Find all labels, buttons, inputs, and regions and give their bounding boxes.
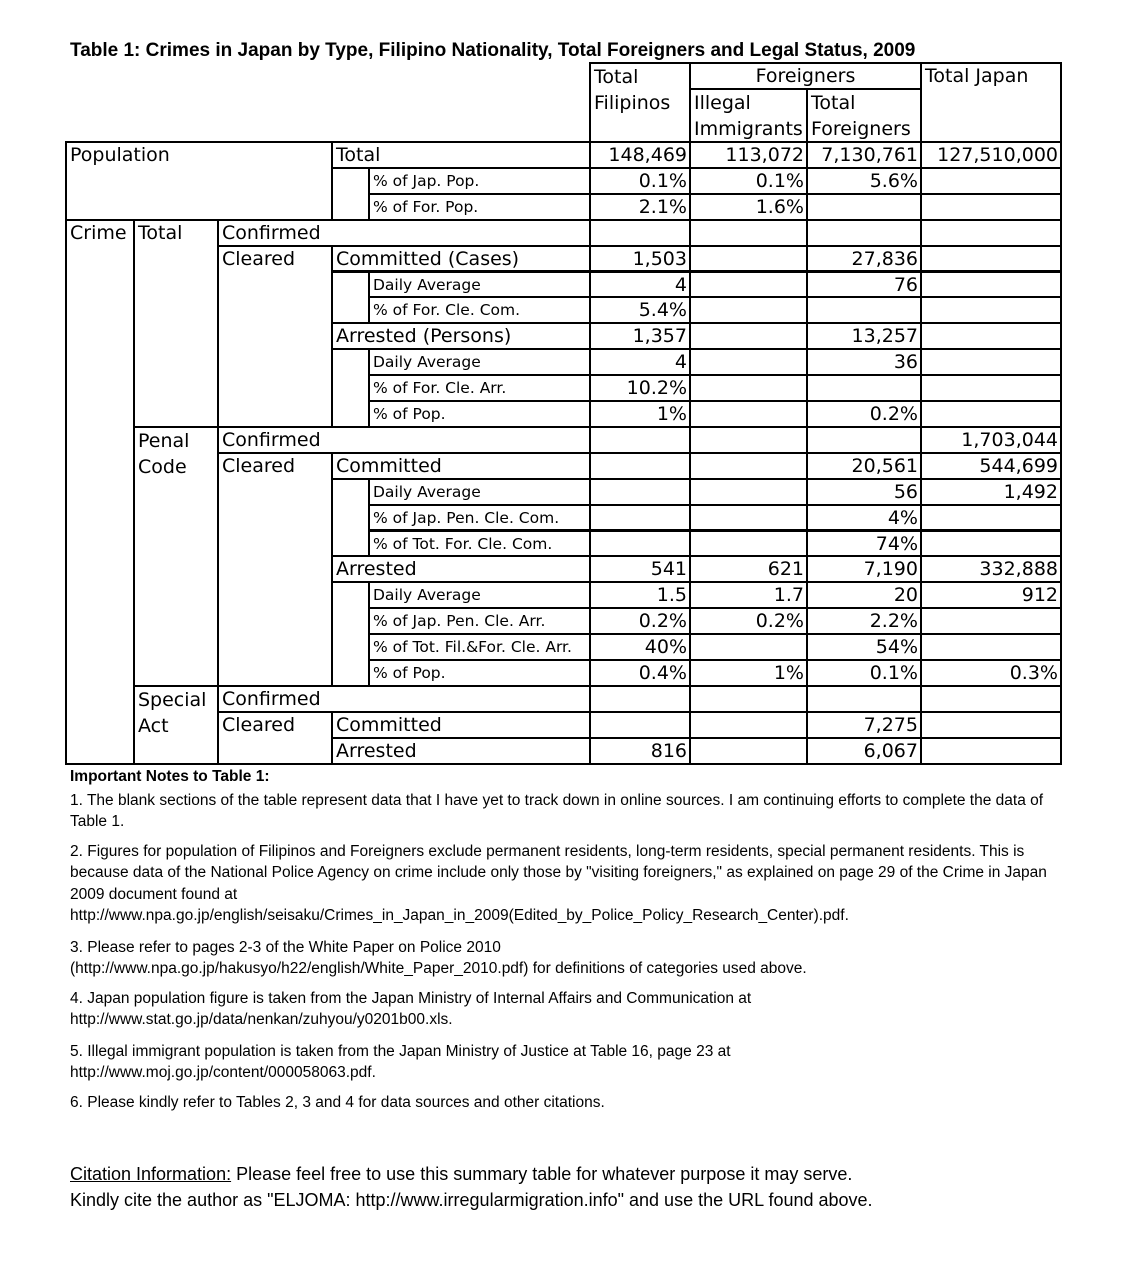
cell-special-committed-jap bbox=[920, 711, 1062, 739]
cell-total-committed-for: 27,836 bbox=[806, 245, 922, 273]
cell-pct-for-cle-arr-fil: 10.2% bbox=[589, 374, 691, 402]
cell-pct-jap-pen-cle-com-ill bbox=[689, 504, 808, 532]
cell-total-arrested-daily-fil: 4 bbox=[589, 348, 691, 376]
label-penal-committed: Committed bbox=[331, 452, 591, 480]
label-special-confirmed: Confirmed bbox=[217, 685, 591, 713]
citation-block bbox=[70, 1161, 1110, 1213]
cell-pop-total-ill: 113,072 bbox=[689, 141, 808, 169]
cell-penal-committed-for: 20,561 bbox=[806, 452, 922, 480]
cell-penal-pct-pop-for: 0.1% bbox=[806, 659, 922, 687]
cell-special-arrested-for: 6,067 bbox=[806, 737, 922, 765]
header-total-filipinos: Total Filipinos bbox=[589, 62, 691, 143]
label-special-arrested: Arrested bbox=[331, 737, 591, 765]
cell-pop-total-fil: 148,469 bbox=[589, 141, 691, 169]
note-2: 2. Figures for population of Filipinos and Foreigners exclude permanent residents, long-term residents, special permanent residents. This is because data of the National Police Agency on crime include only those by "visiting foreigners," as explained on page 29 of the Crime in Japan 2009 document found at http://www.npa.go.jp/english/seisaku/Crimes_in_Japan_in_2009(Edited_by_Police_Policy_Research_Center).pdf. bbox=[70, 842, 1047, 924]
cell-pct-for-cle-arr-jap bbox=[920, 374, 1062, 402]
cell-special-committed-for: 7,275 bbox=[806, 711, 922, 739]
label-penal-confirmed: Confirmed bbox=[217, 426, 591, 454]
cell-special-arrested-jap bbox=[920, 737, 1062, 765]
cell-penal-committed-daily-jap: 1,492 bbox=[920, 478, 1062, 506]
cell-penal-confirmed-jap: 1,703,044 bbox=[920, 426, 1062, 454]
label-total-arrested-daily: Daily Average bbox=[368, 348, 591, 376]
page-title: Table 1: Crimes in Japan by Type, Filipino Nationality, Total Foreigners and Legal Status, 2009 bbox=[70, 40, 916, 61]
label-penal-arrested: Arrested bbox=[331, 555, 591, 583]
cell-pct-for-cle-arr-ill bbox=[689, 374, 808, 402]
cell-total-arrested-ill bbox=[689, 322, 808, 350]
cell-total-confirmed-jap bbox=[920, 219, 1062, 247]
cell-pct-tot-for-cle-com-for: 74% bbox=[806, 530, 922, 558]
cell-total-pct-pop-ill bbox=[689, 400, 808, 428]
cell-special-committed-ill bbox=[689, 711, 808, 739]
cell-total-committed-daily-fil: 4 bbox=[589, 271, 691, 299]
cell-penal-arrested-daily-fil: 1.5 bbox=[589, 581, 691, 609]
label-total-cleared: Cleared bbox=[217, 245, 333, 428]
cell-total-arrested-daily-for: 36 bbox=[806, 348, 922, 376]
label-total-committed-daily: Daily Average bbox=[368, 271, 591, 299]
label-pct-for-pop: % of For. Pop. bbox=[368, 193, 591, 221]
cell-pct-jap-pen-cle-arr-jap bbox=[920, 607, 1062, 635]
cell-pct-for-cle-com-for bbox=[806, 296, 922, 324]
cell-pct-jap-pop-ill: 0.1% bbox=[689, 167, 808, 195]
cell-total-committed-ill bbox=[689, 245, 808, 273]
note-4: 4. Japan population figure is taken from the Japan Ministry of Internal Affairs and Communication at http://www.stat.go.jp/data/nenkan/zuhyou/y0201b00.xls. bbox=[70, 989, 752, 1028]
cell-total-arrested-daily-jap bbox=[920, 348, 1062, 376]
notes-section bbox=[70, 766, 1070, 1113]
cell-special-committed-fil bbox=[589, 711, 691, 739]
cell-pct-jap-pen-cle-com-fil bbox=[589, 504, 691, 532]
cell-pct-for-pop-jap bbox=[920, 193, 1062, 221]
cell-pct-tot-filfor-cle-arr-jap bbox=[920, 633, 1062, 661]
cell-total-pct-pop-fil: 1% bbox=[589, 400, 691, 428]
cell-pct-for-cle-com-ill bbox=[689, 296, 808, 324]
label-crime-total: Total bbox=[133, 219, 219, 428]
cell-pop-total-jap: 127,510,000 bbox=[920, 141, 1062, 169]
cell-pct-jap-pop-for: 5.6% bbox=[806, 167, 922, 195]
cell-penal-committed-daily-fil bbox=[589, 478, 691, 506]
cell-penal-pct-pop-fil: 0.4% bbox=[589, 659, 691, 687]
cell-special-confirmed-ill bbox=[689, 685, 808, 713]
cell-total-arrested-for: 13,257 bbox=[806, 322, 922, 350]
label-total-pct-pop: % of Pop. bbox=[368, 400, 591, 428]
cell-pct-tot-for-cle-com-ill bbox=[689, 530, 808, 558]
label-pct-tot-filfor-cle-arr: % of Tot. Fil.&For. Cle. Arr. bbox=[368, 633, 591, 661]
cell-pct-tot-filfor-cle-arr-ill bbox=[689, 633, 808, 661]
label-penal-pct-pop: % of Pop. bbox=[368, 659, 591, 687]
cell-total-confirmed-ill bbox=[689, 219, 808, 247]
label-crime: Crime bbox=[65, 219, 135, 765]
cell-total-arrested-jap bbox=[920, 322, 1062, 350]
label-population: Population bbox=[65, 141, 333, 221]
cell-pct-for-pop-ill: 1.6% bbox=[689, 193, 808, 221]
note-6: 6. Please kindly refer to Tables 2, 3 and 4 for data sources and other citations. bbox=[70, 1093, 605, 1111]
cell-penal-committed-jap: 544,699 bbox=[920, 452, 1062, 480]
header-total-japan: Total Japan bbox=[920, 62, 1062, 143]
label-pct-jap-pen-cle-arr: % of Jap. Pen. Cle. Arr. bbox=[368, 607, 591, 635]
cell-pct-for-cle-com-fil: 5.4% bbox=[589, 296, 691, 324]
cell-total-committed-fil: 1,503 bbox=[589, 245, 691, 273]
cell-pct-jap-pen-cle-arr-fil: 0.2% bbox=[589, 607, 691, 635]
cell-pct-for-pop-for bbox=[806, 193, 922, 221]
header-total-foreigners: Total Foreigners bbox=[806, 88, 922, 143]
note-1: 1. The blank sections of the table represent data that I have yet to track down in online sources. I am continuing efforts to complete the data of Table 1. bbox=[70, 791, 1044, 830]
cell-pop-total-for: 7,130,761 bbox=[806, 141, 922, 169]
label-penal-arrested-indent bbox=[331, 581, 370, 687]
cell-special-confirmed-for bbox=[806, 685, 922, 713]
cell-penal-arrested-daily-jap: 912 bbox=[920, 581, 1062, 609]
label-pct-for-cle-com: % of For. Cle. Com. bbox=[368, 296, 591, 324]
cell-penal-arrested-ill: 621 bbox=[689, 555, 808, 583]
cell-special-arrested-fil: 816 bbox=[589, 737, 691, 765]
label-pct-for-cle-arr: % of For. Cle. Arr. bbox=[368, 374, 591, 402]
note-3: 3. Please refer to pages 2-3 of the White Paper on Police 2010 (http://www.npa.go.jp/hakusyo/h22/english/White_Paper_2010.pdf) for definitions of categories used above. bbox=[70, 938, 807, 977]
cell-pct-jap-pen-cle-arr-ill: 0.2% bbox=[689, 607, 808, 635]
cell-pct-tot-for-cle-com-jap bbox=[920, 530, 1062, 558]
cell-total-confirmed-for bbox=[806, 219, 922, 247]
label-special-cleared: Cleared bbox=[217, 711, 333, 765]
cell-total-pct-pop-jap bbox=[920, 400, 1062, 428]
note-5: 5. Illegal immigrant population is taken from the Japan Ministry of Justice at Table 16, page 23 at http://www.moj.go.jp/content/000058063.pdf. bbox=[70, 1042, 731, 1081]
label-special-committed: Committed bbox=[331, 711, 591, 739]
label-penal-code: Penal Code bbox=[133, 426, 219, 687]
cell-total-pct-pop-for: 0.2% bbox=[806, 400, 922, 428]
cell-total-confirmed-fil bbox=[589, 219, 691, 247]
cell-penal-arrested-for: 7,190 bbox=[806, 555, 922, 583]
cell-penal-committed-daily-ill bbox=[689, 478, 808, 506]
cell-total-arrested-daily-ill bbox=[689, 348, 808, 376]
citation-line-1 bbox=[70, 1161, 1110, 1187]
label-pct-jap-pop: % of Jap. Pop. bbox=[368, 167, 591, 195]
cell-penal-confirmed-fil bbox=[589, 426, 691, 454]
label-pct-tot-for-cle-com: % of Tot. For. Cle. Com. bbox=[368, 530, 591, 558]
cell-pct-jap-pen-cle-com-jap bbox=[920, 504, 1062, 532]
cell-total-committed-daily-for: 76 bbox=[806, 271, 922, 299]
citation-text-1: Please feel free to use this summary table for whatever purpose it may serve. bbox=[231, 1164, 853, 1184]
cell-pct-tot-filfor-cle-arr-fil: 40% bbox=[589, 633, 691, 661]
cell-pct-for-cle-com-jap bbox=[920, 296, 1062, 324]
cell-pct-for-cle-arr-for bbox=[806, 374, 922, 402]
header-foreigners: Foreigners bbox=[689, 62, 922, 90]
cell-total-committed-jap bbox=[920, 245, 1062, 273]
cell-penal-confirmed-ill bbox=[689, 426, 808, 454]
cell-pct-jap-pen-cle-com-for: 4% bbox=[806, 504, 922, 532]
label-penal-cleared: Cleared bbox=[217, 452, 333, 687]
cell-penal-committed-daily-for: 56 bbox=[806, 478, 922, 506]
cell-pct-for-pop-fil: 2.1% bbox=[589, 193, 691, 221]
cell-pct-jap-pop-fil: 0.1% bbox=[589, 167, 691, 195]
label-total-committed: Committed (Cases) bbox=[331, 245, 591, 273]
cell-penal-pct-pop-ill: 1% bbox=[689, 659, 808, 687]
cell-penal-confirmed-for bbox=[806, 426, 922, 454]
label-pop-indent bbox=[331, 167, 370, 221]
label-pct-jap-pen-cle-com: % of Jap. Pen. Cle. Com. bbox=[368, 504, 591, 532]
cell-total-arrested-fil: 1,357 bbox=[589, 322, 691, 350]
cell-penal-arrested-daily-for: 20 bbox=[806, 581, 922, 609]
cell-penal-pct-pop-jap: 0.3% bbox=[920, 659, 1062, 687]
cell-penal-arrested-fil: 541 bbox=[589, 555, 691, 583]
header-illegal-immigrants: Illegal Immigrants bbox=[689, 88, 808, 143]
cell-special-confirmed-jap bbox=[920, 685, 1062, 713]
label-penal-committed-daily: Daily Average bbox=[368, 478, 591, 506]
notes-heading: Important Notes to Table 1: bbox=[70, 768, 270, 785]
label-pop-total: Total bbox=[331, 141, 591, 169]
citation-line-2: Kindly cite the author as "ELJOMA: http://www.irregularmigration.info" and use the URL found above. bbox=[70, 1190, 873, 1210]
label-penal-committed-indent bbox=[331, 478, 370, 558]
cell-total-committed-daily-ill bbox=[689, 271, 808, 299]
cell-penal-committed-fil bbox=[589, 452, 691, 480]
cell-penal-arrested-jap: 332,888 bbox=[920, 555, 1062, 583]
label-total-confirmed: Confirmed bbox=[217, 219, 591, 247]
cell-special-arrested-ill bbox=[689, 737, 808, 765]
label-total-arrested: Arrested (Persons) bbox=[331, 322, 591, 350]
cell-pct-tot-filfor-cle-arr-for: 54% bbox=[806, 633, 922, 661]
label-special-act: Special Act bbox=[133, 685, 219, 765]
cell-penal-committed-ill bbox=[689, 452, 808, 480]
cell-pct-jap-pop-jap bbox=[920, 167, 1062, 195]
cell-penal-arrested-daily-ill: 1.7 bbox=[689, 581, 808, 609]
cell-pct-tot-for-cle-com-fil bbox=[589, 530, 691, 558]
cell-total-committed-daily-jap bbox=[920, 271, 1062, 299]
cell-pct-jap-pen-cle-arr-for: 2.2% bbox=[806, 607, 922, 635]
citation-label: Citation Information: bbox=[70, 1164, 232, 1184]
label-total-committed-indent bbox=[331, 271, 370, 325]
label-penal-arrested-daily: Daily Average bbox=[368, 581, 591, 609]
cell-special-confirmed-fil bbox=[589, 685, 691, 713]
label-total-arrested-indent bbox=[331, 348, 370, 428]
